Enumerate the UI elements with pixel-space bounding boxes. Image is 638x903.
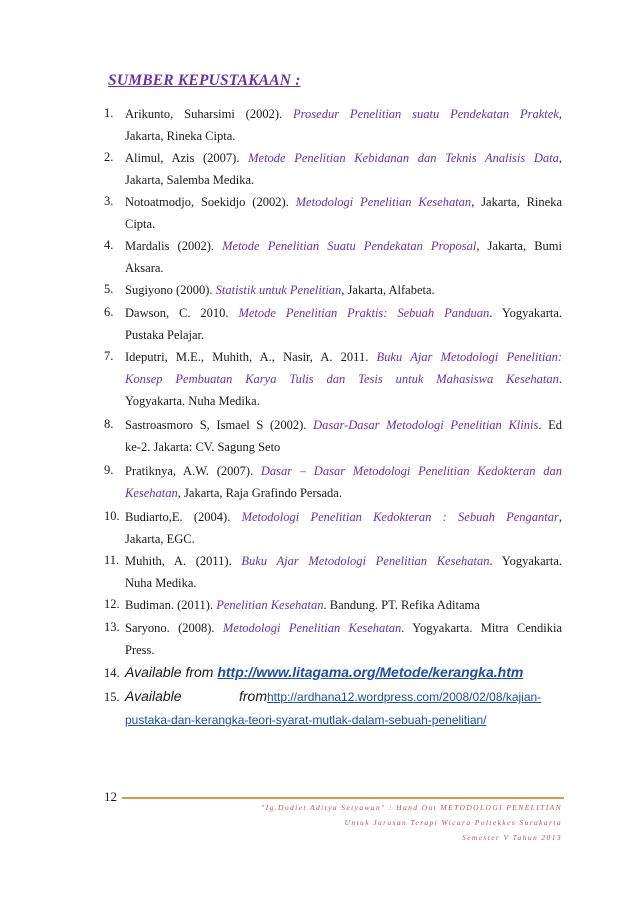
reference-number: 13. bbox=[104, 620, 120, 634]
reference-title: Dasar – Dasar Metodologi Penelitian Kedokteran dan bbox=[260, 464, 562, 478]
reference-line: Yogyakarta. Nuha Medika. bbox=[125, 394, 260, 408]
reference-line: Pratiknya, A.W. (2007). Dasar – Dasar Metodologi Penelitian Kedokteran dan bbox=[125, 464, 562, 478]
reference-number: 12. bbox=[104, 597, 120, 611]
reference-title: Penelitian Kesehatan bbox=[216, 598, 324, 612]
reference-line: Notoatmodjo, Soekidjo (2002). Metodologi Penelitian Kesehatan, Jakarta, Rineka bbox=[125, 195, 562, 209]
reference-number: 2. bbox=[104, 150, 114, 164]
reference-line: Sugiyono (2000). Statistik untuk Penelitian, Jakarta, Alfabeta. bbox=[125, 283, 435, 297]
reference-number: 14. bbox=[104, 666, 120, 680]
reference-line: Ideputri, M.E., Muhith, A., Nasir, A. 2011. Buku Ajar Metodologi Penelitian: bbox=[125, 350, 562, 364]
reference-line: Cipta. bbox=[125, 217, 156, 231]
reference-line: Alimul, Azis (2007). Metode Penelitian Kebidanan dan Teknis Analisis Data, bbox=[125, 151, 563, 165]
reference-title: Metodologi Penelitian Kesehatan bbox=[222, 621, 402, 635]
reference-number: 6. bbox=[104, 305, 114, 319]
reference-line: Kesehatan, Jakarta, Raja Grafindo Persada. bbox=[125, 486, 342, 500]
reference-number: 8. bbox=[104, 417, 114, 431]
page-number: 12 bbox=[104, 789, 117, 804]
footer-line-1: "Ig.Dodiet Aditya Setyawan" : Hand Out METODOLOGI PENELITIAN bbox=[261, 803, 562, 812]
reference-number: 4. bbox=[104, 238, 114, 252]
reference-title: Metodologi Penelitian Kedokteran : Sebuah Pengantar bbox=[241, 510, 559, 524]
reference-line: Jakarta, EGC. bbox=[125, 532, 195, 546]
reference-number: 11. bbox=[104, 553, 120, 567]
reference-line: ke-2. Jakarta: CV. Sagung Seto bbox=[125, 440, 281, 454]
reference-title: Buku Ajar Metodologi Penelitian: bbox=[376, 350, 562, 364]
available-label: Available from bbox=[125, 664, 218, 680]
reference-title: Metode Penelitian Praktis: Sebuah Panduan bbox=[238, 306, 490, 320]
reference-number: 7. bbox=[104, 349, 114, 363]
reference-title: Kesehatan bbox=[125, 486, 178, 500]
reference-line: Jakarta, Salemba Medika. bbox=[125, 173, 255, 187]
page-heading: SUMBER KEPUSTAKAAN : bbox=[108, 72, 301, 89]
reference-line: Nuha Medika. bbox=[125, 576, 197, 590]
reference-title: Konsep Pembuatan Karya Tulis dan Tesis untuk Mahasiswa Kesehatan bbox=[125, 372, 559, 386]
reference-line bbox=[125, 664, 562, 681]
reference-line: Press. bbox=[125, 643, 155, 657]
reference-line bbox=[125, 688, 562, 705]
reference-number: 1. bbox=[104, 106, 114, 120]
reference-line bbox=[125, 712, 562, 728]
reference-number: 5. bbox=[104, 282, 114, 296]
reference-title: Metodologi Penelitian Kesehatan bbox=[295, 195, 472, 209]
reference-line: Arikunto, Suharsimi (2002). Prosedur Penelitian suatu Pendekatan Praktek, bbox=[125, 107, 562, 121]
reference-line: Muhith, A. (2011). Buku Ajar Metodologi Penelitian Kesehatan. Yogyakarta. bbox=[125, 554, 562, 568]
footer-line-2: Untuk Jurusan Terapi Wicara Poltekkes Surakarta bbox=[344, 818, 562, 827]
reference-line: Budiarto,E. (2004). Metodologi Penelitian Kedokteran : Sebuah Pengantar, bbox=[125, 510, 562, 524]
reference-link[interactable]: pustaka-dan-kerangka-teori-syarat-mutlak-dalam-sebuah-penelitian/ bbox=[125, 713, 487, 727]
reference-line: Saryono. (2008). Metodologi Penelitian Kesehatan. Yogyakarta. Mitra Cendikia bbox=[125, 621, 562, 635]
reference-line: Konsep Pembuatan Karya Tulis dan Tesis untuk Mahasiswa Kesehatan. bbox=[125, 372, 562, 386]
reference-title: Buku Ajar Metodologi Penelitian Kesehatan bbox=[241, 554, 490, 568]
footer-divider bbox=[122, 797, 564, 799]
reference-line: Budiman. (2011). Penelitian Kesehatan. Bandung. PT. Refika Aditama bbox=[125, 598, 480, 612]
reference-title: Metode Penelitian Kebidanan dan Teknis Analisis Data bbox=[248, 151, 559, 165]
reference-title: Prosedur Penelitian suatu Pendekatan Praktek bbox=[293, 107, 559, 121]
reference-number: 10. bbox=[104, 509, 120, 523]
reference-title: Dasar-Dasar Metodologi Penelitian Klinis bbox=[313, 418, 539, 432]
reference-link[interactable]: http://ardhana12.wordpress.com/2008/02/08/kajian- bbox=[267, 690, 542, 704]
reference-number: 15. bbox=[104, 690, 120, 704]
reference-line: Dawson, C. 2010. Metode Penelitian Praktis: Sebuah Panduan. Yogyakarta. bbox=[125, 306, 563, 320]
reference-line: Pustaka Pelajar. bbox=[125, 328, 205, 342]
reference-number: 3. bbox=[104, 194, 114, 208]
footer-line-3: Semester V Tahun 2013 bbox=[461, 833, 562, 842]
reference-link[interactable]: http://www.litagama.org/Metode/kerangka.htm bbox=[217, 664, 524, 680]
reference-line: Mardalis (2002). Metode Penelitian Suatu Pendekatan Proposal, Jakarta, Bumi bbox=[125, 239, 562, 253]
reference-line: Jakarta, Rineka Cipta. bbox=[125, 129, 236, 143]
reference-line: Sastroasmoro S, Ismael S (2002). Dasar-Dasar Metodologi Penelitian Klinis. Ed bbox=[125, 418, 562, 432]
reference-number: 9. bbox=[104, 463, 114, 477]
available-label: Available from bbox=[125, 688, 267, 704]
reference-title: Statistik untuk Penelitian bbox=[215, 283, 342, 297]
reference-title: Metode Penelitian Suatu Pendekatan Proposal bbox=[222, 239, 477, 253]
reference-line: Aksara. bbox=[125, 261, 164, 275]
